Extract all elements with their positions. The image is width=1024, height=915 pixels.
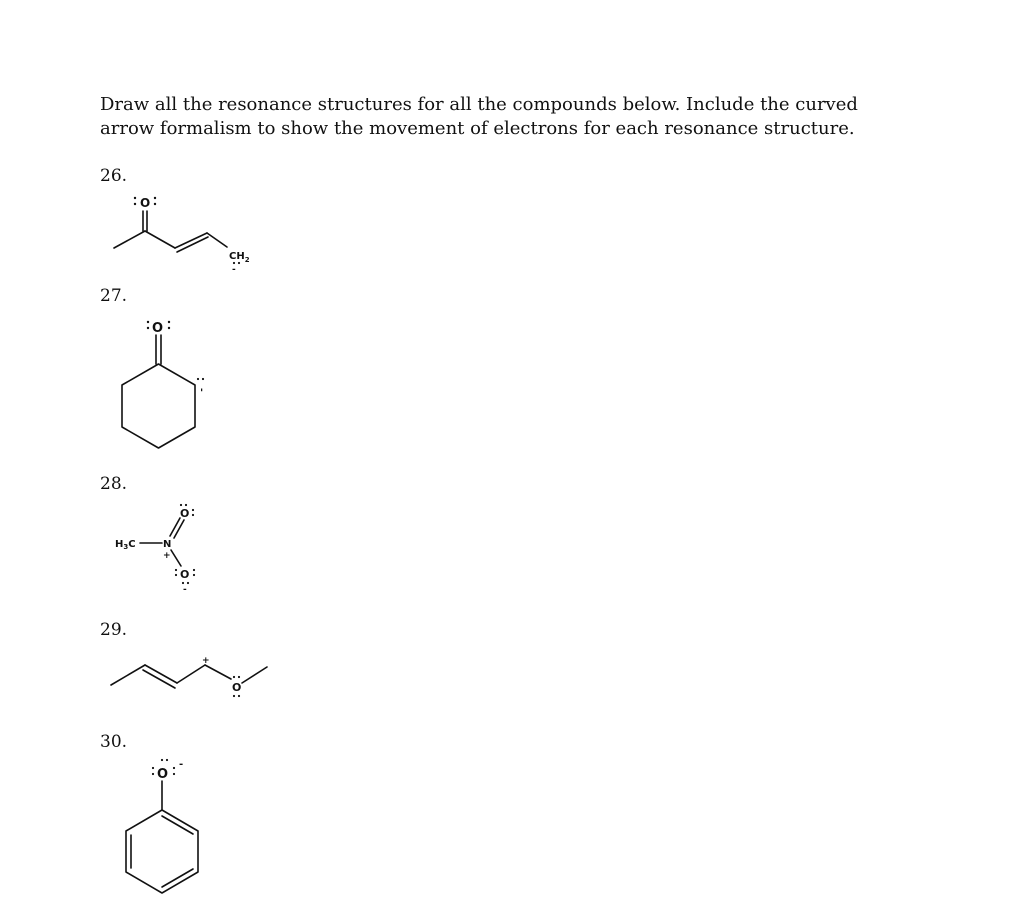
problem-28-number: 28. (100, 474, 128, 494)
bond (177, 665, 205, 683)
lone-pair-dot (161, 759, 163, 761)
nitrogen-atom: N (163, 539, 172, 550)
lone-pair-dot (238, 676, 240, 678)
lone-pair-dot (168, 327, 170, 329)
bond (145, 231, 175, 248)
lone-pair-dot (173, 773, 175, 775)
problem-27-number: 27. (100, 286, 128, 306)
lone-pair-dot (180, 504, 182, 506)
bottom-oxygen-atom: O (180, 568, 190, 581)
oxygen-atom: O (232, 681, 242, 694)
lone-pair-dot (173, 767, 175, 769)
lone-pair-dot (192, 509, 194, 511)
oxygen-atom: O (140, 196, 151, 210)
negative-charge: - (179, 759, 184, 770)
lone-pair-dot (238, 695, 240, 697)
bond (205, 665, 231, 679)
ch2-carbon: $CH_2$ (229, 251, 250, 264)
lone-pair-dot (134, 203, 136, 205)
lone-pair-dot (134, 197, 136, 199)
instructions-line-1: Draw all the resonance structures for all the compounds below. Include the curved (100, 94, 858, 115)
lone-pair-dot (193, 569, 195, 571)
instructions-line-2: arrow formalism to show the movement of electrons for each resonance structure. (100, 118, 855, 139)
oxygen-atom: O (152, 321, 164, 336)
lone-pair-dot (166, 759, 168, 761)
lone-pair-dot (154, 203, 156, 205)
bond (242, 667, 267, 683)
problem-29-number: 29. (100, 620, 128, 640)
carbocation-charge: + (202, 656, 210, 666)
lone-pair-dot (238, 262, 240, 264)
lone-pair-dot (147, 321, 149, 323)
problem-27-structure (100, 310, 240, 460)
lone-pair-dot (193, 574, 195, 576)
lone-pair-dot (187, 582, 189, 584)
problem-26-structure (100, 190, 280, 280)
oxygen-negative-charge: - (183, 585, 187, 595)
benzene-ring (126, 810, 198, 893)
double-bond (174, 520, 184, 538)
bond (171, 550, 181, 566)
lone-pair-dot (182, 582, 184, 584)
negative-charge: - (196, 388, 206, 392)
nitrogen-positive-charge: + (163, 551, 171, 561)
double-bond (170, 518, 180, 536)
lone-pair-dot (192, 514, 194, 516)
lone-pair-dot (233, 676, 235, 678)
bond (111, 665, 145, 685)
lone-pair-dot (233, 695, 235, 697)
methyl-group: $H_3C$ (115, 539, 136, 551)
instructions (100, 93, 900, 141)
lone-pair-dot (233, 262, 235, 264)
lone-pair-dot (175, 569, 177, 571)
oxygen-atom: O (157, 767, 169, 782)
problem-30-number: 30. (100, 732, 128, 752)
negative-charge: - (232, 265, 236, 275)
top-oxygen-atom: O (180, 507, 190, 520)
bond (207, 233, 227, 247)
lone-pair-dot (175, 574, 177, 576)
lone-pair-dot (152, 767, 154, 769)
cyclohexane-ring (122, 364, 195, 448)
problem-29-structure (105, 645, 285, 705)
lone-pair-dot (152, 773, 154, 775)
lone-pair-dot (154, 197, 156, 199)
problem-28-structure (110, 500, 220, 595)
lone-pair-dot (185, 504, 187, 506)
lone-pair-dot (168, 321, 170, 323)
bond (114, 231, 145, 248)
lone-pair-dot (202, 378, 204, 380)
lone-pair-dot (147, 327, 149, 329)
problem-30-structure (100, 755, 240, 905)
problem-26-number: 26. (100, 166, 128, 186)
lone-pair-dot (197, 378, 199, 380)
